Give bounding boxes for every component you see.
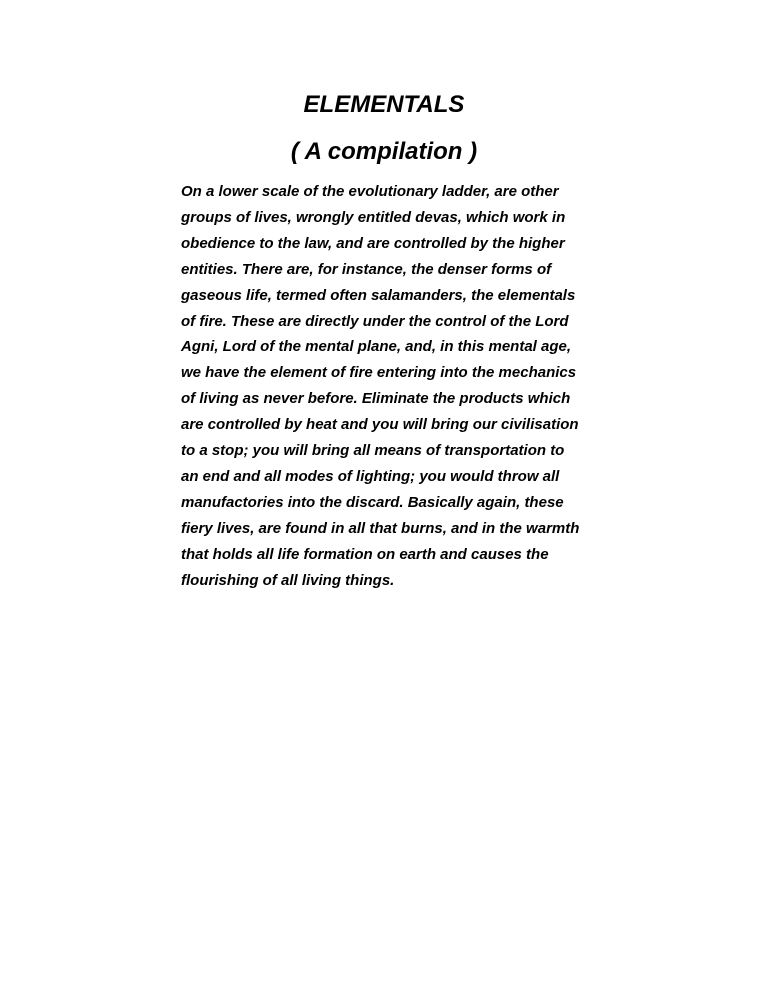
paragraph-line: an end and all modes of lighting; you would throw all: [181, 467, 560, 485]
paragraph-line: obedience to the law, and are controlled by the higher: [181, 234, 565, 252]
paragraph-line: groups of lives, wrongly entitled devas, which work in: [181, 208, 566, 226]
paragraph-line: we have the element of fire entering into the mechanics: [181, 364, 577, 382]
paragraph-line: entities. There are, for instance, the denser forms of: [181, 260, 552, 278]
paragraph-line: fiery lives, are found in all that burns, and in the warmth: [181, 519, 580, 537]
document-title: ELEMENTALS: [303, 91, 465, 118]
paragraph-line: manufactories into the discard. Basically again, these: [181, 493, 564, 511]
paragraph-line: are controlled by heat and you will bring our civilisation: [181, 416, 579, 434]
paragraph-line: of living as never before. Eliminate the products which: [181, 390, 571, 408]
paragraph-line: Agni, Lord of the mental plane, and, in this mental age,: [181, 338, 572, 356]
paragraph-line: to a stop; you will bring all means of transportation to: [181, 442, 565, 460]
body-paragraph: [181, 179, 601, 594]
paragraph-line: of fire. These are directly under the control of the Lord: [181, 312, 569, 330]
paragraph-line: On a lower scale of the evolutionary ladder, are other: [181, 183, 559, 200]
document-subtitle: ( A compilation ): [290, 138, 478, 165]
paragraph-line: gaseous life, termed often salamanders, the elementals: [181, 286, 576, 304]
paragraph-line: flourishing of all living things.: [181, 571, 395, 589]
paragraph-line: that holds all life formation on earth and causes the: [181, 545, 549, 563]
